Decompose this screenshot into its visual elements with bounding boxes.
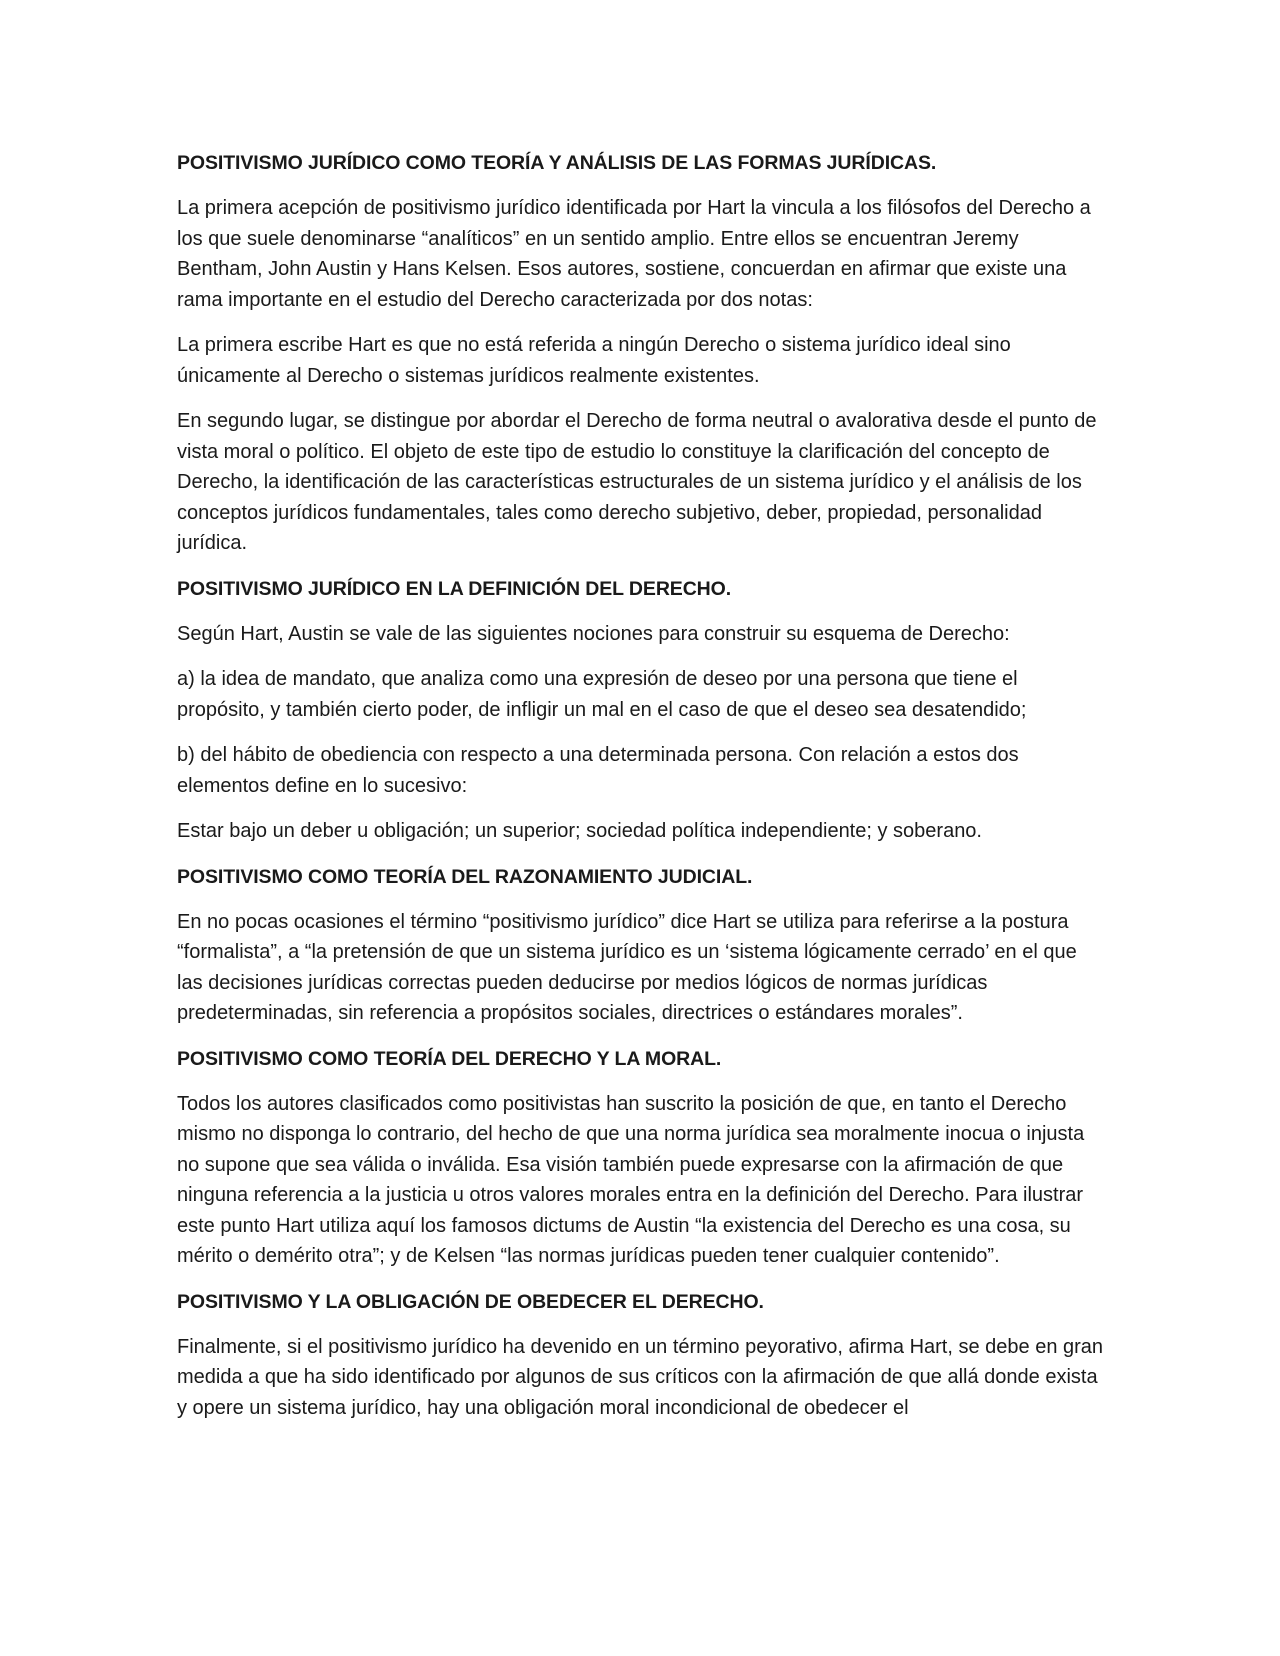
section-heading: POSITIVISMO COMO TEORÍA DEL DERECHO Y LA MORAL. (177, 1047, 722, 1070)
paragraph: En segundo lugar, se distingue por abordar el Derecho de forma neutral o avalorativa desde el punto de vista moral o político. El objeto de este tipo de estudio lo constituye la clarificación del concepto de Derecho, la identificación de las características estructurales de un sistema jurídico y el análisis de los conceptos jurídicos fundamentales, tales como derecho subjetivo, deber, propiedad, personalidad jurídica. (177, 410, 1097, 554)
section-heading: POSITIVISMO COMO TEORÍA DEL RAZONAMIENTO JUDICIAL. (177, 865, 753, 888)
section-heading: POSITIVISMO Y LA OBLIGACIÓN DE OBEDECER EL DERECHO. (177, 1290, 764, 1313)
paragraph: Todos los autores clasificados como positivistas han suscrito la posición de que, en tanto el Derecho mismo no disponga lo contrario, del hecho de que una norma jurídica sea moralmente inocua o injusta no supone que sea válida o inválida. Esa visión también puede expresarse con la afirmación de que ninguna referencia a la justicia u otros valores morales entra en la definición del Derecho. Para ilustrar este punto Hart utiliza aquí los famosos dictums de Austin “la existencia del Derecho es una cosa, su mérito o demérito otra”; y de Kelsen “las normas jurídicas pueden tener cualquier contenido”. (177, 1092, 1085, 1267)
section-heading: POSITIVISMO JURÍDICO EN LA DEFINICIÓN DEL DERECHO. (177, 577, 732, 600)
paragraph: b) del hábito de obediencia con respecto a una determinada persona. Con relación a estos dos elementos define en lo sucesivo: (177, 744, 1019, 797)
paragraph: Finalmente, si el positivismo jurídico ha devenido en un término peyorativo, afirma Hart, se debe en gran medida a que ha sido identificado por algunos de sus críticos con la afirmación de que allá donde exista y opere un sistema jurídico, hay una obligación moral incondicional de obedecer el (177, 1335, 1104, 1419)
section-heading: POSITIVISMO JURÍDICO COMO TEORÍA Y ANÁLISIS DE LAS FORMAS JURÍDICAS. (177, 152, 937, 174)
paragraph: La primera escribe Hart es que no está referida a ningún Derecho o sistema jurídico ideal sino únicamente al Derecho o sistemas jurídicos realmente existentes. (177, 334, 1011, 387)
paragraph: a) la idea de mandato, que analiza como una expresión de deseo por una persona que tiene el propósito, y también cierto poder, de infligir un mal en el caso de que el deseo sea desatendido; (177, 668, 1027, 721)
paragraph: Estar bajo un deber u obligación; un superior; sociedad política independiente; y soberano. (177, 820, 982, 842)
paragraph: En no pocas ocasiones el término “positivismo jurídico” dice Hart se utiliza para referirse a la postura “formalista”, a “la pretensión de que un sistema jurídico es un ‘sistema lógicamente cerrado’ en el que las decisiones jurídicas correctas pueden deducirse por medios lógicos de normas jurídicas predeterminadas, sin referencia a propósitos sociales, directrices o estándares morales”. (177, 910, 1077, 1024)
document-page (177, 148, 1105, 1438)
paragraph: La primera acepción de positivismo jurídico identificada por Hart la vincula a los filósofos del Derecho a los que suele denominarse “analíticos” en un sentido amplio. Entre ellos se encuentran Jeremy Bentham, John Austin y Hans Kelsen. Esos autores, sostiene, concuerdan en afirmar que existe una rama importante en el estudio del Derecho caracterizada por dos notas: (177, 197, 1091, 311)
paragraph: Según Hart, Austin se vale de las siguientes nociones para construir su esquema de Derecho: (177, 622, 1010, 645)
